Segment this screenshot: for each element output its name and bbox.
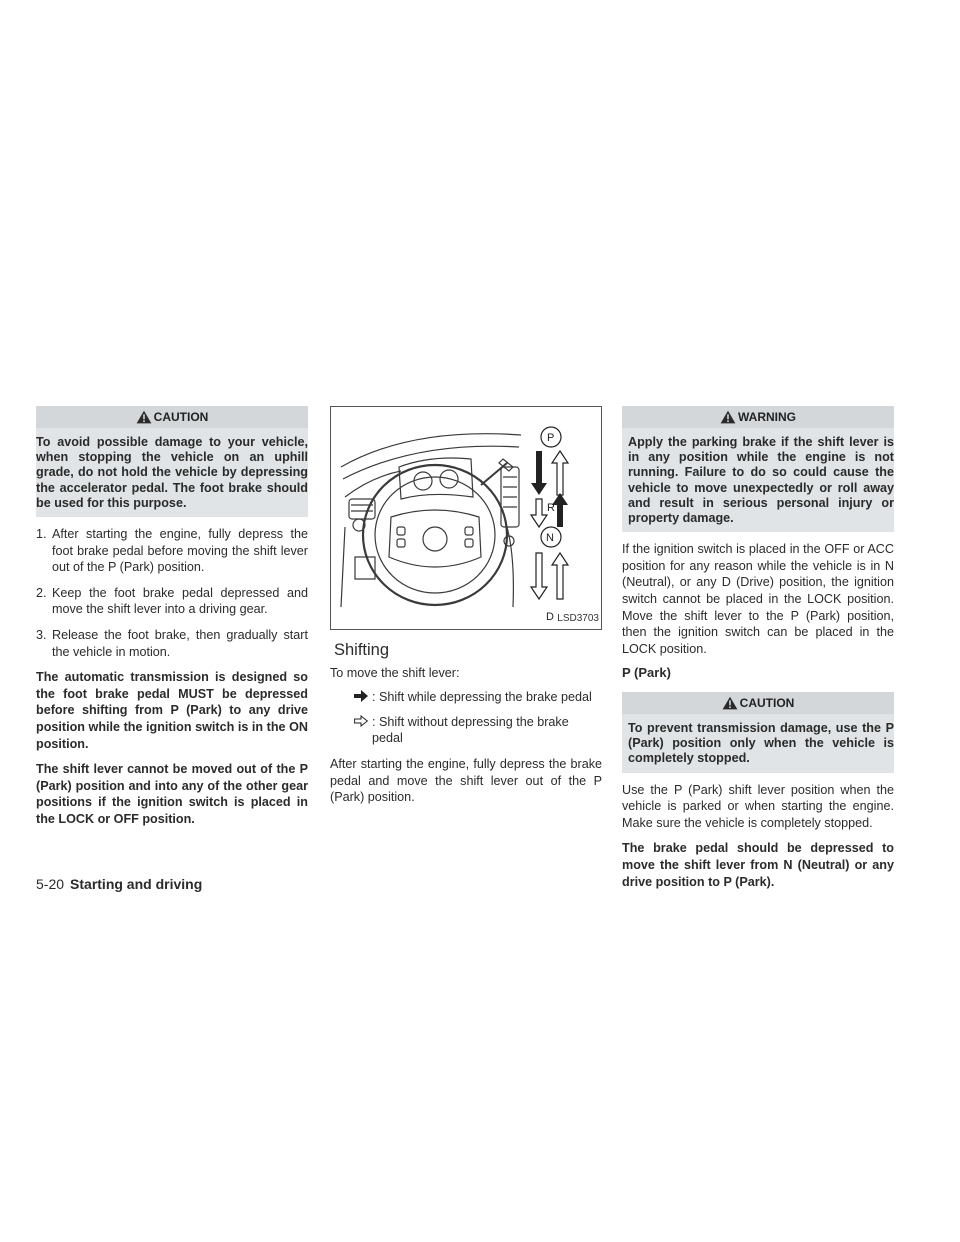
gear-d-label: D (546, 611, 554, 623)
caution-box (622, 692, 894, 773)
list-number: 2. (36, 585, 47, 600)
warning-triangle-icon (720, 410, 736, 424)
gear-p-label: P (547, 432, 555, 444)
list-text: After starting the engine, fully depress the foot brake pedal before moving the shift lever out of the P (Park) position. (52, 527, 308, 575)
section-name: Starting and driving (70, 876, 203, 892)
caution-header (36, 406, 308, 428)
outline-up-arrow-icon (552, 451, 568, 495)
paragraph: After starting the engine, fully depress the brake pedal and move the shift lever out of the P (Park) position. (330, 756, 602, 805)
paragraph: Use the P (Park) shift lever position when the vehicle is parked or when starting the engine. Make sure the vehicle is completely stopped. (622, 782, 894, 830)
figure-code: LSD3703 (557, 613, 599, 625)
column-left (36, 406, 308, 828)
page-number: 5-20 (36, 876, 65, 892)
warning-triangle-icon (136, 410, 152, 424)
caution-title: CAUTION (739, 695, 795, 710)
outline-down-arrow-icon (531, 499, 547, 527)
caution-text: To prevent transmission damage, use the P (Park) position only when the vehicle is completely stopped. (628, 720, 894, 766)
column-right (622, 406, 894, 890)
outline-arrow-icon (350, 714, 372, 747)
dashboard-drawing (331, 407, 601, 629)
list-item (36, 526, 308, 576)
list-item (36, 585, 308, 618)
legend-text: : Shift without depressing the brake pedal (372, 714, 569, 746)
paragraph: If the ignition switch is placed in the OFF or ACC position for any reason while the vehicle is in N (Neutral), or any D (Drive) position, the ignition switch cannot be placed in the LOCK position. Move the shift lever to the P (Park) position, then the ignition switch can be placed in the LOCK position. (622, 542, 894, 656)
list-text: Release the foot brake, then gradually start the vehicle in motion. (52, 627, 308, 659)
warning-header (622, 406, 894, 428)
page-footer (36, 876, 202, 892)
column-middle (330, 406, 602, 806)
outline-down-arrow-icon (531, 553, 547, 599)
list-number: 1. (36, 527, 47, 542)
warning-text: Apply the parking brake if the shift lever is in any position while the engine is not running. Failure to do so could cause the vehicle to move unexpectedly or roll away and result in serious personal injury or property damage. (628, 435, 894, 526)
outline-up-arrow-icon (552, 553, 568, 599)
warning-box (622, 406, 894, 532)
list-text: Keep the foot brake pedal depressed and move the shift lever into a driving gear. (52, 585, 308, 617)
caution-header (622, 692, 894, 714)
bold-paragraph: The automatic transmission is designed so the foot brake pedal MUST be depressed before shifting from P (Park) to any drive position while the ignition switch is in the ON position. (36, 670, 308, 751)
caution-box (36, 406, 308, 517)
list-item (36, 627, 308, 660)
gear-r-label: R (547, 502, 555, 514)
legend-item (350, 689, 602, 706)
bold-paragraph: The brake pedal should be depressed to move the shift lever from N (Neutral) or any drive position to P (Park). (622, 841, 894, 889)
legend-text: : Shift while depressing the brake pedal (372, 690, 592, 705)
solid-down-arrow-icon (531, 451, 547, 495)
legend-item (350, 714, 602, 747)
warning-title: WARNING (738, 409, 796, 424)
intro-text: To move the shift lever: (330, 665, 460, 680)
bold-paragraph: The shift lever cannot be moved out of the P (Park) position and into any of the other gear positions if the ignition switch is placed in the LOCK or OFF position. (36, 762, 308, 826)
gear-n-label: N (546, 532, 554, 544)
subheading-park: P (Park) (622, 665, 671, 681)
solid-arrow-icon (350, 689, 372, 706)
shift-lever-illustration (330, 406, 602, 630)
list-number: 3. (36, 627, 47, 642)
warning-triangle-icon (722, 696, 738, 710)
caution-title: CAUTION (153, 409, 209, 424)
caution-text: To avoid possible damage to your vehicle, when stopping the vehicle on an uphill grade, do not hold the vehicle by depressing the accelerator pedal. The foot brake should be used for this purpose. (36, 435, 308, 510)
section-title: Shifting (334, 641, 390, 659)
